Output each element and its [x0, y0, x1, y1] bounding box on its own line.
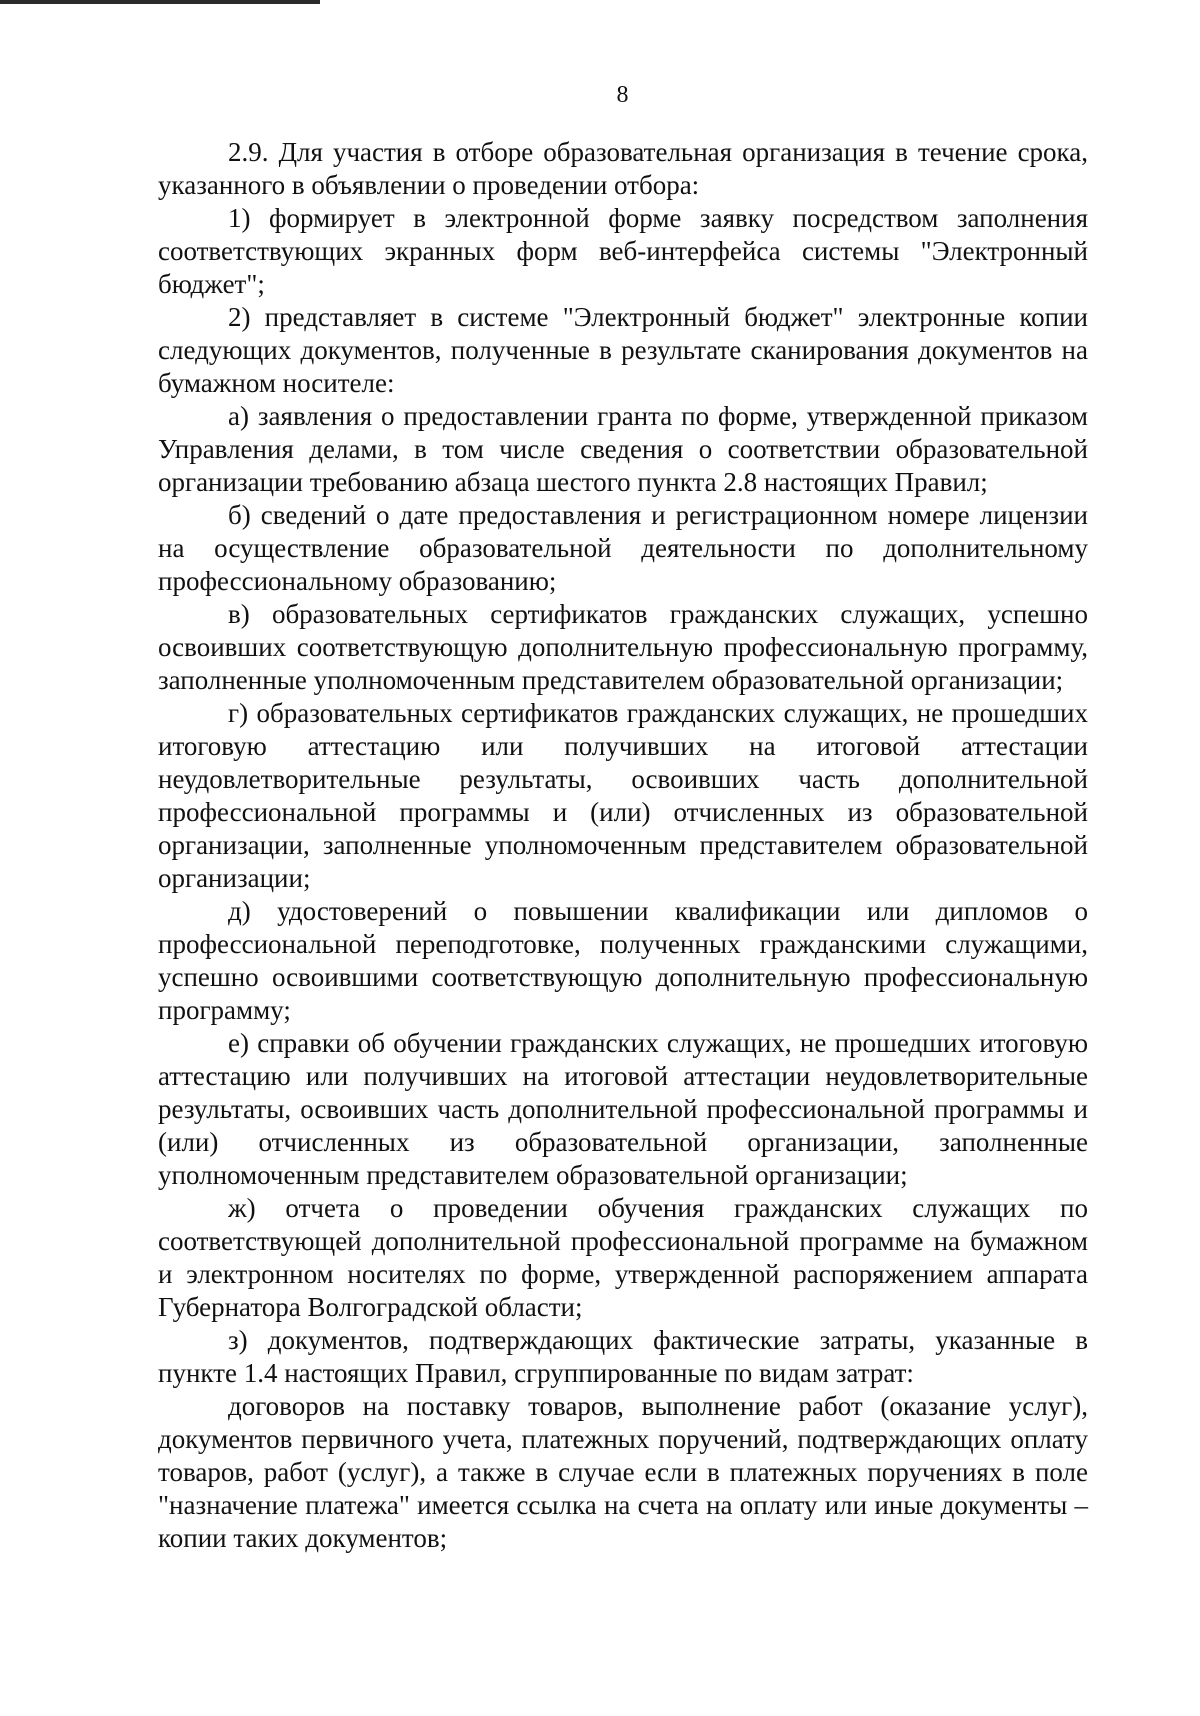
paragraph-subitem-e: е) справки об обучении гражданских служащих, не прошедших итоговую аттестацию или получивших на итоговой аттестации неудовлетворительные результаты, освоивших часть дополнительной профессиональной программы и (или) отчисленных из образовательной организации, заполненные уполномоченным представителем образовательной организации; [158, 1028, 1088, 1190]
paragraph-contracts: договоров на поставку товаров, выполнение работ (оказание услуг), документов первичного учета, платежных поручений, подтверждающих оплату товаров, работ (услуг), а также в случае если в платежных поручениях в поле "назначение платежа" имеется ссылка на счета на оплату или иные документы – копии таких документов; [158, 1391, 1088, 1553]
paragraph-subitem-v: в) образовательных сертификатов гражданских служащих, успешно освоивших соответствующую дополнительную профессиональную программу, заполненные уполномоченным представителем образовательной организации; [158, 599, 1088, 695]
scan-edge-mark [0, 0, 320, 4]
paragraph-item-2: 2) представляет в системе "Электронный бюджет" электронные копии следующих документов, полученные в результате сканирования документов на бумажном носителе: [158, 302, 1088, 398]
paragraph-item-1: 1) формирует в электронной форме заявку посредством заполнения соответствующих экранных форм веб-интерфейса системы "Электронный бюджет"; [158, 203, 1088, 299]
page-number: 8 [616, 82, 629, 108]
paragraph-subitem-zh: ж) отчета о проведении обучения гражданских служащих по соответствующей дополнительной профессиональной программе на бумажном и электронном носителях по форме, утвержденной распоряжением аппарата Губернатора Волгоградской области; [158, 1193, 1088, 1322]
paragraph-subitem-z: з) документов, подтверждающих фактические затраты, указанные в пункте 1.4 настоящих Правил, сгруппированные по видам затрат: [158, 1325, 1088, 1388]
paragraph-2-9: 2.9. Для участия в отборе образовательная организация в течение срока, указанного в объявлении о проведении отбора: [158, 137, 1088, 200]
paragraph-subitem-d: д) удостоверений о повышении квалификации или дипломов о профессиональной переподготовке, полученных гражданскими служащими, успешно освоившими соответствующую дополнительную профессиональную программу; [158, 896, 1088, 1025]
document-body [158, 136, 1088, 1555]
paragraph-subitem-g: г) образовательных сертификатов гражданских служащих, не прошедших итоговую аттестацию или получивших на итоговой аттестации неудовлетворительные результаты, освоивших часть дополнительной профессиональной программы и (или) отчисленных из образовательной организации, заполненные уполномоченным представителем образовательной организации; [158, 698, 1088, 893]
paragraph-subitem-a: а) заявления о предоставлении гранта по форме, утвержденной приказом Управления делами, в том числе сведения о соответствии образовательной организации требованию абзаца шестого пункта 2.8 настоящих Правил; [158, 401, 1088, 497]
paragraph-subitem-b: б) сведений о дате предоставления и регистрационном номере лицензии на осуществление образовательной деятельности по дополнительному профессиональному образованию; [158, 500, 1088, 596]
